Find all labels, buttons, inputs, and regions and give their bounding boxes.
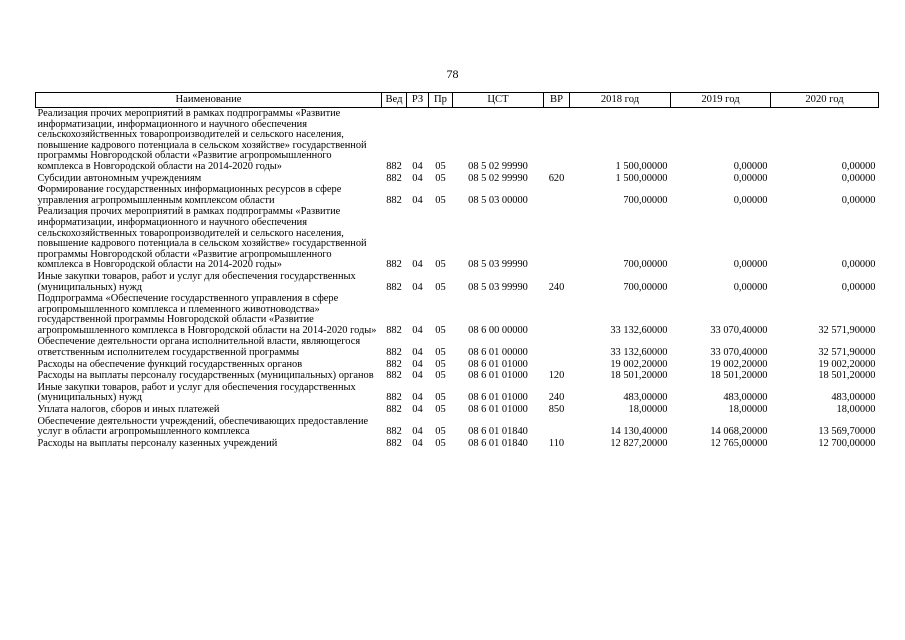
row-pr: 05 [435,358,446,370]
row-2018-value: 33 132,60000 [610,324,668,336]
row-pr: 05 [435,347,446,359]
row-name: Иные закупки товаров, работ и услуг для обеспечения государственных (муниципальных) нужд [37,381,356,404]
row-2019-value: 18 501,20000 [710,370,768,382]
table-row [36,293,879,336]
row-cst: 08 6 01 01000 [468,404,528,416]
table-row [36,206,879,271]
row-2018-value: 18,00000 [628,404,668,416]
col-2020-header: 2020 год [771,93,879,108]
row-2018-value: 700,00000 [623,259,668,271]
col-cst-header: ЦСТ [453,93,544,108]
row-vr [544,293,570,336]
row-2018-value: 483,00000 [623,392,668,404]
row-2020-value: 0,00000 [841,194,876,206]
row-rz: 04 [412,160,423,172]
row-pr: 05 [435,392,446,404]
row-pr: 05 [435,404,446,416]
row-2018-value: 12 827,20000 [610,437,668,449]
row-2020-value: 19 002,20000 [818,358,876,370]
row-vr [544,416,570,438]
row-2018-value: 700,00000 [623,194,668,206]
row-pr: 05 [435,259,446,271]
row-name: Иные закупки товаров, работ и услуг для обеспечения государственных (муниципальных) нужд [37,270,356,293]
table-row [36,108,879,173]
row-name: Реализация прочих мероприятий в рамках подпрограммы «Развитие информатизации, информационного и научного обеспечения сельскохозяйственных товаропроизводителей и сельского населения, повышение кадрового потенциала в сельском хозяйстве» государственной программы Новгородской области «Развитие агропромышленного комплекса в Новгородской области на 2014-2020 годы» [37,206,367,271]
row-rz: 04 [412,426,423,438]
row-vr [544,108,570,173]
page-number: 78 [446,67,459,81]
table-row [36,184,879,206]
row-cst: 08 6 01 01840 [468,437,528,449]
row-vr: 620 [548,172,565,184]
col-2019-header: 2019 год [671,93,771,108]
row-pr: 05 [435,160,446,172]
row-rz: 04 [412,392,423,404]
row-vr: 110 [548,437,565,449]
row-ved: 882 [386,392,402,404]
row-2020-value: 0,00000 [841,281,876,293]
row-name: Уплата налогов, сборов и иных платежей [37,404,220,416]
row-name: Реализация прочих мероприятий в рамках подпрограммы «Развитие информатизации, информационного и научного обеспечения сельскохозяйственных товаропроизводителей и сельского населения, повышение кадрового потенциала в сельском хозяйстве» государственной программы Новгородской области «Развитие агропромышленного комплекса в Новгородской области на 2014-2020 годы» [37,108,367,172]
row-2020-value: 18 501,20000 [818,370,876,382]
row-ved: 882 [386,347,402,359]
row-vr [544,206,570,271]
row-2019-value: 0,00000 [733,160,768,172]
row-vr: 850 [548,404,565,416]
row-ved: 882 [386,324,402,336]
col-rz-header: РЗ [407,93,429,108]
row-2020-value: 18,00000 [836,404,876,416]
row-cst: 08 5 03 00000 [468,194,528,206]
row-cst: 08 5 02 99990 [468,172,528,184]
row-2020-value: 483,00000 [831,392,876,404]
row-2018-value: 700,00000 [623,281,668,293]
row-2019-value: 0,00000 [733,281,768,293]
row-ved: 882 [386,426,402,438]
row-cst: 08 5 02 99990 [468,160,528,172]
row-cst: 08 6 01 01000 [468,392,528,404]
row-cst: 08 5 03 99990 [468,281,528,293]
row-rz: 04 [412,172,423,184]
row-rz: 04 [412,281,423,293]
row-2018-value: 19 002,20000 [610,358,668,370]
row-2020-value: 0,00000 [841,259,876,271]
table-row [36,438,879,450]
row-vr: 120 [548,370,565,382]
row-ved: 882 [386,437,402,449]
row-pr: 05 [435,194,446,206]
row-pr: 05 [435,324,446,336]
row-rz: 04 [412,358,423,370]
row-rz: 04 [412,259,423,271]
row-rz: 04 [412,370,423,382]
row-pr: 05 [435,172,446,184]
col-vr-header: ВР [544,93,570,108]
row-2018-value: 1 500,00000 [615,160,668,172]
col-2018-header: 2018 год [570,93,671,108]
row-cst: 08 6 01 00000 [468,347,528,359]
row-2019-value: 14 068,20000 [710,426,768,438]
row-2018-value: 18 501,20000 [610,370,668,382]
row-name: Формирование государственных информационных ресурсов в сфере управления агропромышленным комплексом области [37,184,342,206]
col-pr-header: Пр [429,93,453,108]
row-2018-value: 14 130,40000 [610,426,668,438]
row-2020-value: 12 700,00000 [818,437,876,449]
table-row [36,370,879,382]
row-ved: 882 [386,358,402,370]
row-ved: 882 [386,194,402,206]
row-pr: 05 [435,437,446,449]
row-vr [544,184,570,206]
row-name: Расходы на выплаты персоналу казенных учреждений [37,437,278,449]
row-2020-value: 0,00000 [841,172,876,184]
header-row [36,93,879,108]
row-ved: 882 [386,259,402,271]
row-2019-value: 19 002,20000 [710,358,768,370]
row-cst: 08 6 01 01000 [468,370,528,382]
row-2019-value: 33 070,40000 [710,347,768,359]
row-pr: 05 [435,281,446,293]
row-2019-value: 12 765,00000 [710,437,768,449]
row-2019-value: 33 070,40000 [710,324,768,336]
row-pr: 05 [435,370,446,382]
row-cst: 08 6 01 01000 [468,358,528,370]
row-2018-value: 33 132,60000 [610,347,668,359]
row-ved: 882 [386,172,402,184]
row-2019-value: 0,00000 [733,259,768,271]
col-name-header: Наименование [36,93,382,108]
row-2020-value: 32 571,90000 [818,347,876,359]
row-2019-value: 0,00000 [733,194,768,206]
row-name: Обеспечение деятельности органа исполнительной власти, являющегося ответственным исполнителем государственной программы [37,336,361,359]
row-name: Обеспечение деятельности учреждений, обеспечивающих предоставление услуг в области агропромышленного комплекса [37,415,369,438]
row-rz: 04 [412,324,423,336]
row-2020-value: 32 571,90000 [818,324,876,336]
row-ved: 882 [386,370,402,382]
col-ved-header: Вед [382,93,407,108]
budget-table [35,92,879,449]
table-row [36,173,879,185]
table-header [36,93,879,108]
row-cst: 08 5 03 99990 [468,259,528,271]
table-row [36,382,879,404]
row-name: Подпрограмма «Обеспечение государственного управления в сфере агропромышленного комплекса и племенного животноводства» государственной программы Новгородской области «Развитие агропромышленного комплекса в Новгородской области на 2014-2020 годы» [37,293,377,336]
row-vr: 240 [548,281,565,293]
row-name: Субсидии автономным учреждениям [37,172,202,184]
row-ved: 882 [386,404,402,416]
row-2018-value: 1 500,00000 [615,172,668,184]
row-vr [544,336,570,358]
row-name: Расходы на выплаты персоналу государственных (муниципальных) органов [37,370,374,382]
row-rz: 04 [412,437,423,449]
table-row [36,271,879,293]
row-rz: 04 [412,404,423,416]
row-pr: 05 [435,426,446,438]
row-2019-value: 18,00000 [728,404,768,416]
row-rz: 04 [412,347,423,359]
row-vr: 240 [548,392,565,404]
table-body [36,108,879,450]
row-2020-value: 0,00000 [841,160,876,172]
row-ved: 882 [386,281,402,293]
table-row [36,404,879,416]
row-rz: 04 [412,194,423,206]
row-2019-value: 0,00000 [733,172,768,184]
row-cst: 08 6 00 00000 [468,324,528,336]
table-row [36,336,879,358]
row-2019-value: 483,00000 [723,392,768,404]
row-cst: 08 6 01 01840 [468,426,528,438]
row-2020-value: 13 569,70000 [818,426,876,438]
table-row [36,359,879,371]
row-ved: 882 [386,160,402,172]
table-row [36,416,879,438]
row-vr [544,359,570,371]
row-name: Расходы на обеспечение функций государственных органов [37,358,303,370]
